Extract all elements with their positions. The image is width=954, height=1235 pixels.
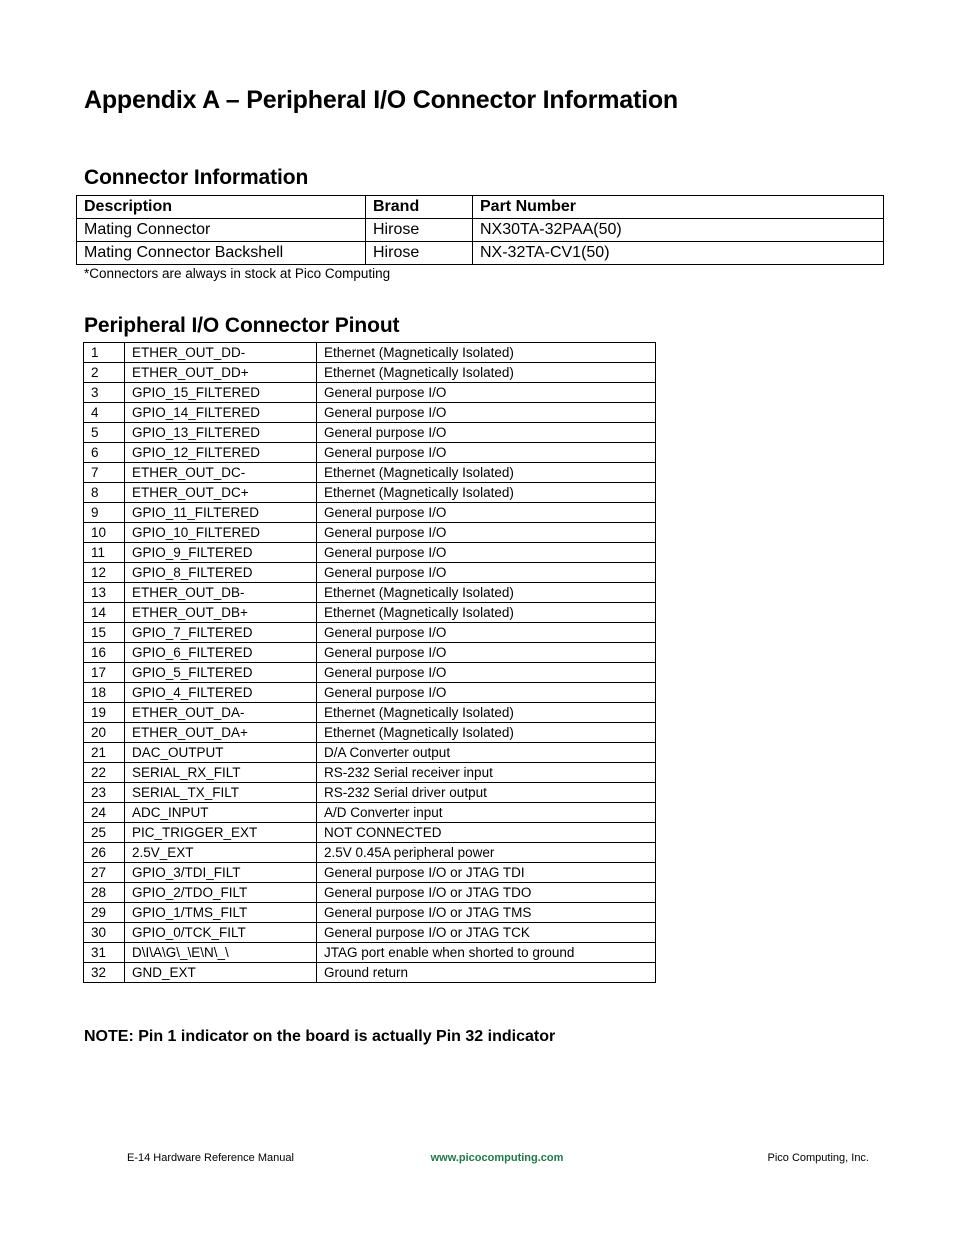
pin-signal: GPIO_13_FILTERED (125, 423, 317, 443)
pin-description: General purpose I/O (317, 683, 656, 703)
pin-description: Ethernet (Magnetically Isolated) (317, 583, 656, 603)
pin-row (84, 803, 656, 823)
pin-signal: GPIO_4_FILTERED (125, 683, 317, 703)
pin-signal: SERIAL_TX_FILT (125, 783, 317, 803)
pin-row (84, 823, 656, 843)
pin-row (84, 343, 656, 363)
pin-signal: ETHER_OUT_DB- (125, 583, 317, 603)
pin-number: 10 (84, 523, 125, 543)
pin-row (84, 383, 656, 403)
pin-signal: GPIO_5_FILTERED (125, 663, 317, 683)
pin-number: 27 (84, 863, 125, 883)
footer-company: Pico Computing, Inc. (767, 1152, 869, 1164)
pin-number: 20 (84, 723, 125, 743)
pin-number: 6 (84, 443, 125, 463)
pin-description: General purpose I/O (317, 383, 656, 403)
pin-signal: GPIO_6_FILTERED (125, 643, 317, 663)
pin-row (84, 763, 656, 783)
pin-signal: ADC_INPUT (125, 803, 317, 823)
pin-description: RS-232 Serial driver output (317, 783, 656, 803)
pin-description: NOT CONNECTED (317, 823, 656, 843)
pin-signal: GPIO_12_FILTERED (125, 443, 317, 463)
pin-description: Ethernet (Magnetically Isolated) (317, 463, 656, 483)
pin-number: 11 (84, 543, 125, 563)
footer-website-link[interactable]: www.picocomputing.com (430, 1152, 564, 1164)
pin-number: 4 (84, 403, 125, 423)
connector-info-heading: Connector Information (84, 166, 309, 189)
pin-description: General purpose I/O (317, 423, 656, 443)
pin-row (84, 443, 656, 463)
pin-description: D/A Converter output (317, 743, 656, 763)
cell-description: Mating Connector Backshell (77, 242, 366, 265)
column-header-description: Description (77, 196, 366, 219)
pin-number: 32 (84, 963, 125, 983)
pin-number: 26 (84, 843, 125, 863)
pin-signal: GPIO_2/TDO_FILT (125, 883, 317, 903)
pin-number: 23 (84, 783, 125, 803)
pin-description: RS-232 Serial receiver input (317, 763, 656, 783)
pin-signal: PIC_TRIGGER_EXT (125, 823, 317, 843)
pin-number: 7 (84, 463, 125, 483)
pin-row (84, 363, 656, 383)
pin-number: 8 (84, 483, 125, 503)
pinout-heading: Peripheral I/O Connector Pinout (84, 314, 400, 337)
pin-number: 29 (84, 903, 125, 923)
cell-brand: Hirose (366, 242, 473, 265)
pin-row (84, 743, 656, 763)
pin-signal: GPIO_11_FILTERED (125, 503, 317, 523)
pin-row (84, 603, 656, 623)
pin-row (84, 883, 656, 903)
pin-signal: GPIO_3/TDI_FILT (125, 863, 317, 883)
pin-description: Ethernet (Magnetically Isolated) (317, 343, 656, 363)
pin-description: JTAG port enable when shorted to ground (317, 943, 656, 963)
pin-signal: GPIO_8_FILTERED (125, 563, 317, 583)
cell-part-number: NX-32TA-CV1(50) (473, 242, 884, 265)
pin-row (84, 623, 656, 643)
column-header-part-number: Part Number (473, 196, 884, 219)
pin-signal: ETHER_OUT_DD+ (125, 363, 317, 383)
cell-part-number: NX30TA-32PAA(50) (473, 219, 884, 242)
pin-signal: GPIO_1/TMS_FILT (125, 903, 317, 923)
pin-description: General purpose I/O (317, 663, 656, 683)
pin-number: 22 (84, 763, 125, 783)
pin-number: 31 (84, 943, 125, 963)
pin-signal: DAC_OUTPUT (125, 743, 317, 763)
pin-row (84, 963, 656, 983)
pin-description: Ethernet (Magnetically Isolated) (317, 603, 656, 623)
pin-row (84, 423, 656, 443)
pin-row (84, 943, 656, 963)
pin-number: 13 (84, 583, 125, 603)
pin-number: 2 (84, 363, 125, 383)
pin-row (84, 563, 656, 583)
pin-row (84, 863, 656, 883)
pin-indicator-note: NOTE: Pin 1 indicator on the board is actually Pin 32 indicator (84, 1028, 556, 1045)
pin-number: 16 (84, 643, 125, 663)
table-row (77, 242, 884, 265)
pin-number: 5 (84, 423, 125, 443)
stock-footnote: *Connectors are always in stock at Pico Computing (84, 266, 391, 281)
pin-number: 14 (84, 603, 125, 623)
pin-signal: ETHER_OUT_DA+ (125, 723, 317, 743)
table-header-row (77, 196, 884, 219)
pin-number: 25 (84, 823, 125, 843)
pin-row (84, 643, 656, 663)
pin-number: 15 (84, 623, 125, 643)
pin-description: Ethernet (Magnetically Isolated) (317, 723, 656, 743)
pin-signal: 2.5V_EXT (125, 843, 317, 863)
pin-number: 17 (84, 663, 125, 683)
pin-description: General purpose I/O (317, 443, 656, 463)
pin-number: 21 (84, 743, 125, 763)
pin-signal: GPIO_0/TCK_FILT (125, 923, 317, 943)
pin-row (84, 403, 656, 423)
pin-description: General purpose I/O (317, 403, 656, 423)
pin-row (84, 483, 656, 503)
pin-row (84, 723, 656, 743)
pin-signal: ETHER_OUT_DA- (125, 703, 317, 723)
pin-number: 3 (84, 383, 125, 403)
pin-description: Ethernet (Magnetically Isolated) (317, 483, 656, 503)
pin-signal: GND_EXT (125, 963, 317, 983)
pin-description: Ground return (317, 963, 656, 983)
pin-row (84, 903, 656, 923)
pin-signal: ETHER_OUT_DB+ (125, 603, 317, 623)
pin-row (84, 783, 656, 803)
pin-row (84, 463, 656, 483)
pin-signal: SERIAL_RX_FILT (125, 763, 317, 783)
pin-signal: ETHER_OUT_DD- (125, 343, 317, 363)
pin-signal: GPIO_7_FILTERED (125, 623, 317, 643)
pin-description: General purpose I/O or JTAG TCK (317, 923, 656, 943)
pin-number: 12 (84, 563, 125, 583)
pin-description: General purpose I/O (317, 503, 656, 523)
pin-signal: GPIO_14_FILTERED (125, 403, 317, 423)
cell-brand: Hirose (366, 219, 473, 242)
pin-row (84, 543, 656, 563)
pin-description: General purpose I/O (317, 623, 656, 643)
pin-signal: ETHER_OUT_DC- (125, 463, 317, 483)
pin-number: 30 (84, 923, 125, 943)
pin-row (84, 583, 656, 603)
pin-description: General purpose I/O or JTAG TDI (317, 863, 656, 883)
pin-description: General purpose I/O or JTAG TDO (317, 883, 656, 903)
pin-description: Ethernet (Magnetically Isolated) (317, 703, 656, 723)
cell-description: Mating Connector (77, 219, 366, 242)
pin-row (84, 683, 656, 703)
table-row (77, 219, 884, 242)
pinout-table (83, 342, 656, 983)
pin-description: General purpose I/O (317, 543, 656, 563)
pin-row (84, 703, 656, 723)
pin-description: 2.5V 0.45A peripheral power (317, 843, 656, 863)
pin-number: 9 (84, 503, 125, 523)
pin-number: 19 (84, 703, 125, 723)
pin-row (84, 843, 656, 863)
pin-row (84, 663, 656, 683)
pin-number: 28 (84, 883, 125, 903)
pin-row (84, 503, 656, 523)
pin-signal: ETHER_OUT_DC+ (125, 483, 317, 503)
footer-manual-title: E-14 Hardware Reference Manual (127, 1152, 294, 1164)
page-title: Appendix A – Peripheral I/O Connector Information (84, 86, 678, 114)
pin-signal: GPIO_15_FILTERED (125, 383, 317, 403)
pin-description: Ethernet (Magnetically Isolated) (317, 363, 656, 383)
pin-number: 18 (84, 683, 125, 703)
pin-description: General purpose I/O (317, 643, 656, 663)
pin-signal: D\I\A\G\_\E\N\_\ (125, 943, 317, 963)
pin-description: General purpose I/O (317, 563, 656, 583)
pin-description: A/D Converter input (317, 803, 656, 823)
pin-signal: GPIO_10_FILTERED (125, 523, 317, 543)
pin-number: 24 (84, 803, 125, 823)
pin-row (84, 923, 656, 943)
pin-signal: GPIO_9_FILTERED (125, 543, 317, 563)
pin-number: 1 (84, 343, 125, 363)
pin-row (84, 523, 656, 543)
connector-info-table (76, 195, 884, 265)
column-header-brand: Brand (366, 196, 473, 219)
pin-description: General purpose I/O or JTAG TMS (317, 903, 656, 923)
pin-description: General purpose I/O (317, 523, 656, 543)
